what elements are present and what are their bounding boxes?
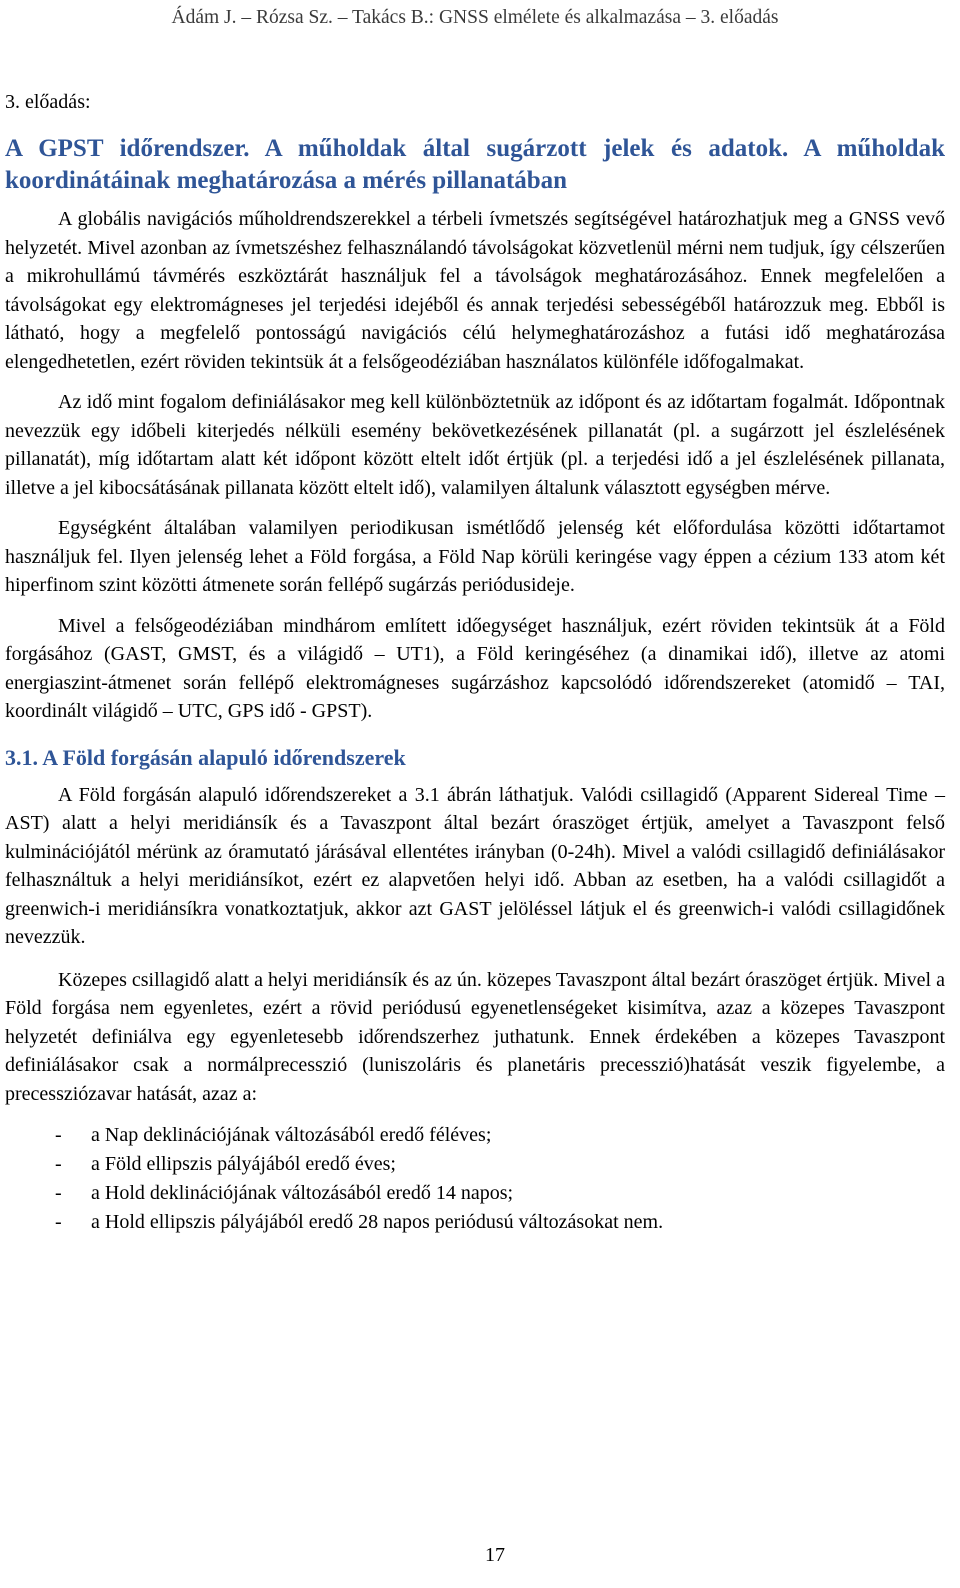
list-dash: -	[55, 1182, 62, 1204]
list-dash: -	[55, 1153, 62, 1175]
lecture-label: 3. előadás:	[5, 91, 91, 113]
nutation-list	[5, 1121, 945, 1237]
paragraph-sidereal-time: A Föld forgásán alapuló időrendszereket a 3.1 ábrán láthatjuk. Valódi csillagidő (Apparent Sidereal Time – AST) alatt a helyi meridiánsík és a Tavaszpont által bezárt óraszöget értjük, amelyet a Tavaszpont felső kulminációjától mérünk az óramutató járásával ellentétes irányban (0-24h). Mivel a valódi csillagidő definiálásakor felhasználtuk a helyi meridiánsíkot, ezért ez alapvetően helyi idő. Abban az esetben, ha a valódi csillagidőt a greenwich-i meridiánsíkra vonatkoztatjuk, akkor azt GAST jelöléssel látjuk el és greenwich-i valódi csillagidőnek nevezzük.	[5, 783, 945, 948]
list-item	[5, 1208, 945, 1237]
list-item-text: a Föld ellipszis pályájából eredő éves;	[91, 1153, 396, 1175]
list-dash: -	[55, 1211, 62, 1233]
list-item-text: a Hold ellipszis pályájából eredő 28 napos periódusú változásokat nem.	[91, 1211, 664, 1233]
document-page	[5, 0, 945, 1588]
list-item	[5, 1179, 945, 1208]
chapter-title: A GPST időrendszer. A műholdak által sugárzott jelek és adatok. A műholdak koordinátáinak meghatározása a mérés pillanatában	[5, 135, 945, 194]
list-dash: -	[55, 1124, 62, 1146]
list-item-text: a Hold deklinációjának változásából eredő 14 napos;	[91, 1182, 514, 1204]
paragraph-mean-sidereal-time: Közepes csillagidő alatt a helyi meridiánsík és az ún. közepes Tavaszpont által bezárt óraszöget értjük. Mivel a Föld forgása nem egyenletes, ezért a rövid periódusú egyenetlenségeket kisimítva, azaz a közepes Tavaszpont helyzetét definiálva egy egyenletesebb időrendszerhez juthatunk. Ennek érdekében a közepes Tavaszpont definiálásakor csak a normálprecesszió (luniszoláris és planetáris precesszió)hatását veszik figyelembe, a precessziózavar hatását, azaz a:	[5, 968, 945, 1105]
page-number: 17	[485, 1544, 505, 1566]
paragraph-time-units: Egységként általában valamilyen periodikusan ismétlődő jelenség két előfordulása közötti időtartamot használjuk fel. Ilyen jelenség lehet a Föld forgása, a Föld Nap körüli keringése vagy éppen a cézium 133 atom két hiperfinom szint közötti átmenete során fellépő sugárzás periódusideje.	[5, 517, 945, 596]
section-title: 3.1. A Föld forgásán alapuló időrendszerek	[5, 744, 406, 770]
list-item	[5, 1121, 945, 1150]
list-item	[5, 1150, 945, 1179]
paragraph-time-systems: Mivel a felsőgeodéziában mindhárom említett időegységet használjuk, ezért röviden tekintsük át a Föld forgásához (GAST, GMST, és a világidő – UT1), a Föld keringéséhez (a dinamikai idő), illetve az atomi energiaszint-átmenet során fellépő elektromágneses sugárzáshoz kapcsolódó időrendszereket (atomidő – TAI, koordinált világidő – UTC, GPS idő - GPST).	[5, 614, 945, 722]
list-item-text: a Nap deklinációjának változásából eredő féléves;	[91, 1124, 492, 1146]
running-header: Ádám J. – Rózsa Sz. – Takács B.: GNSS elmélete és alkalmazása – 3. előadás	[171, 7, 779, 28]
paragraph-time-concepts: Az idő mint fogalom definiálásakor meg kell különböztetnük az időpont és az időtartam fogalmát. Időpontnak nevezzük egy időbeli kiterjedés nélküli esemény bekövetkezésének pillanatát (pl. a sugárzott jel észlelésének pillanatát), míg időtartam alatt két időpont között eltelt időt értjük (pl. a terjedési idő a jel észlelésének pillanata, illetve a jel kibocsátásának pillanata között eltelt idő), valamilyen általunk választott egységben mérve.	[5, 391, 945, 499]
paragraph-intro: A globális navigációs műholdrendszerekkel a térbeli ívmetszés segítségével határozhatjuk meg a GNSS vevő helyzetét. Mivel azonban az ívmetszéshez felhasználandó távolságokat közvetlenül mérni nem tudjuk, így célszerűen a mikrohullámú távmérés eszköztárát használjuk fel a távolságok meghatározásához. Ennek megfelelően a távolságokat egy elektromágneses jel terjedési idejéből és annak terjedési sebességéből határozzuk meg. Ebből is látható, hogy a megfelelő pontosságú navigációs célú helymeghatározáshoz a futási idő meghatározása elengedhetetlen, ezért röviden tekintsük át a felsőgeodéziában használatos különféle időfogalmakat.	[5, 208, 945, 373]
